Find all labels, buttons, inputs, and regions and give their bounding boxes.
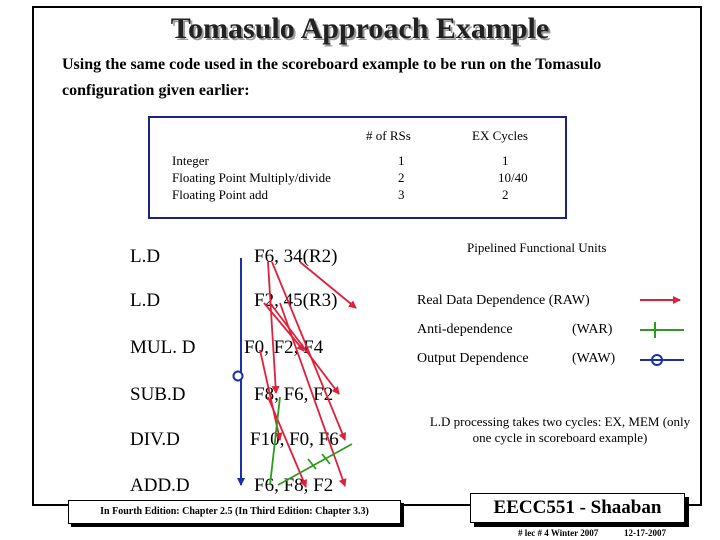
waw-dependence-line bbox=[234, 258, 243, 485]
header-ex-cycles: EX Cycles bbox=[472, 128, 528, 143]
edition-reference: In Fourth Edition: Chapter 2.5 (In Third Edition: Chapter 3.3) bbox=[68, 500, 401, 524]
row-rss-integer: 1 bbox=[398, 153, 405, 168]
pipelined-note: Pipelined Functional Units bbox=[467, 240, 607, 255]
row-cycles-fp-add: 2 bbox=[502, 187, 509, 202]
legend-war-bar-tip-icon bbox=[640, 322, 684, 338]
legend-waw-code: (WAW) bbox=[572, 351, 616, 366]
legend-waw-label: Output Dependence bbox=[417, 351, 529, 366]
footer-lecture: # lec # 4 Winter 2007 bbox=[518, 528, 599, 538]
row-rss-fp-add: 3 bbox=[398, 187, 405, 202]
row-cycles-integer: 1 bbox=[502, 153, 509, 168]
row-cycles-fp-multiply: 10/40 bbox=[498, 170, 528, 185]
instr-operands-4: F8, F6, F2 bbox=[254, 384, 334, 405]
row-rss-fp-multiply: 2 bbox=[398, 170, 405, 185]
header-rss: # of RSs bbox=[366, 128, 411, 143]
footer-date: 12-17-2007 bbox=[624, 528, 666, 538]
instr-operands-6: F6, F8, F2 bbox=[254, 475, 334, 496]
instr-op-6: ADD.D bbox=[130, 475, 190, 496]
instr-operands-1: F6, 34(R2) bbox=[254, 246, 338, 267]
instr-op-2: L.D bbox=[130, 290, 161, 311]
legend-war-code: (WAR) bbox=[572, 322, 613, 337]
instr-operands-2: F2, 45(R3) bbox=[254, 290, 338, 311]
slide-title: Tomasulo Approach Example bbox=[170, 12, 550, 45]
instr-op-3: MUL. D bbox=[130, 337, 196, 358]
legend-war-label: Anti-dependence bbox=[417, 322, 513, 337]
instr-operands-5: F10, F0, F6 bbox=[250, 429, 339, 450]
row-unit-fp-add: Floating Point add bbox=[172, 187, 269, 202]
instr-op-5: DIV.D bbox=[130, 429, 180, 450]
legend-waw-circle-tip-icon bbox=[640, 355, 684, 365]
ld-processing-note: L.D processing takes two cycles: EX, MEM (only one cycle in scoreboard example) bbox=[429, 414, 691, 445]
legend-raw-label: Real Data Dependence (RAW) bbox=[417, 293, 590, 308]
instr-operands-3: F0, F2, F4 bbox=[244, 337, 324, 358]
instr-op-4: SUB.D bbox=[130, 384, 186, 405]
course-brand: EECC551 - Shaaban bbox=[470, 493, 685, 523]
intro-text: Using the same code used in the scoreboard example to be run on the Tomasulo configuration given earlier: bbox=[62, 56, 602, 99]
row-unit-integer: Integer bbox=[172, 153, 209, 168]
row-unit-fp-multiply: Floating Point Multiply/divide bbox=[172, 170, 331, 185]
instr-op-1: L.D bbox=[130, 246, 161, 267]
